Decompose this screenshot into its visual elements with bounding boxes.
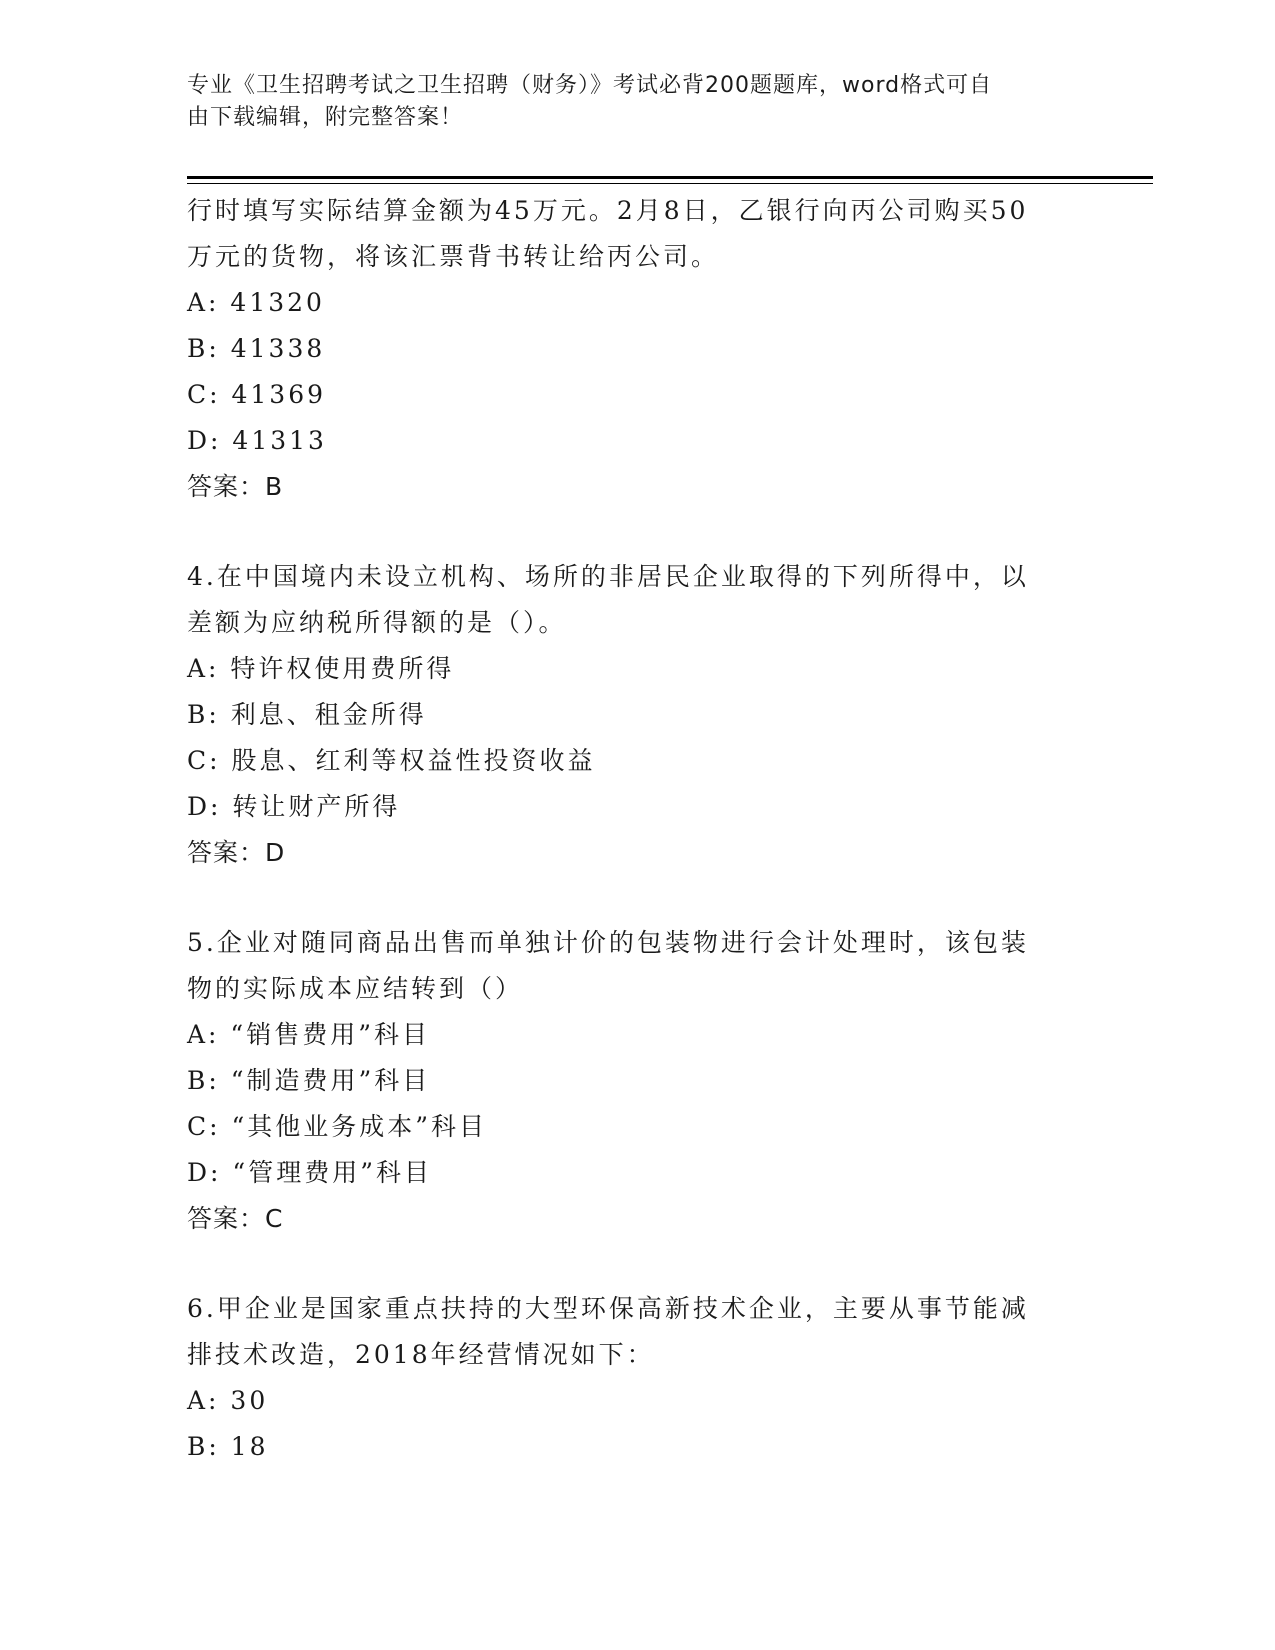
header-line-1: 专业《卫生招聘考试之卫生招聘（财务）》考试必背200题题库，word格式可自 — [187, 73, 993, 98]
option-c: C: “其他业务成本”科目 — [187, 1112, 488, 1141]
option-d: D: “管理费用”科目 — [187, 1158, 432, 1187]
header-divider-thick — [187, 176, 1153, 179]
option-b: B: “制造费用”科目 — [187, 1066, 431, 1095]
option-a: A: “销售费用”科目 — [187, 1020, 430, 1049]
question-6 — [187, 1286, 1087, 1470]
question-text-line: 物的实际成本应结转到（） — [187, 974, 524, 1003]
option-a: A: 特许权使用费所得 — [187, 654, 455, 683]
option-a: A: 41320 — [187, 288, 325, 317]
option-b: B: 18 — [187, 1432, 269, 1461]
header-divider-thin — [187, 183, 1153, 184]
answer-label: 答案：D — [187, 838, 286, 867]
option-d: D: 41313 — [187, 426, 327, 455]
question-text-line: 排技术改造，2018年经营情况如下： — [187, 1340, 655, 1369]
header-line-2: 由下载编辑，附完整答案！ — [187, 105, 464, 130]
question-list — [187, 188, 1087, 1470]
document-header — [187, 70, 1067, 134]
option-b: B: 41338 — [187, 334, 326, 363]
question-4 — [187, 554, 1087, 876]
answer-label: 答案：C — [187, 1204, 284, 1233]
question-text-line: 4.在中国境内未设立机构、场所的非居民企业取得的下列所得中，以 — [187, 562, 1029, 591]
question-5 — [187, 920, 1087, 1242]
question-text-line: 差额为应纳税所得额的是（）。 — [187, 608, 567, 637]
answer-label: 答案：B — [187, 472, 284, 501]
option-b: B: 利息、租金所得 — [187, 700, 427, 729]
option-d: D: 转让财产所得 — [187, 792, 401, 821]
question-text-line: 万元的货物，将该汇票背书转让给丙公司。 — [187, 242, 720, 271]
option-c: C: 41369 — [187, 380, 327, 409]
question-text-line: 5.企业对随同商品出售而单独计价的包装物进行会计处理时，该包装 — [187, 928, 1029, 957]
question-text-line: 6.甲企业是国家重点扶持的大型环保高新技术企业，主要从事节能减 — [187, 1294, 1029, 1323]
question-3-continuation — [187, 188, 1087, 510]
option-a: A: 30 — [187, 1386, 269, 1415]
question-text-line: 行时填写实际结算金额为45万元。2月8日，乙银行向丙公司购买50 — [187, 196, 1029, 225]
option-c: C: 股息、红利等权益性投资收益 — [187, 746, 596, 775]
